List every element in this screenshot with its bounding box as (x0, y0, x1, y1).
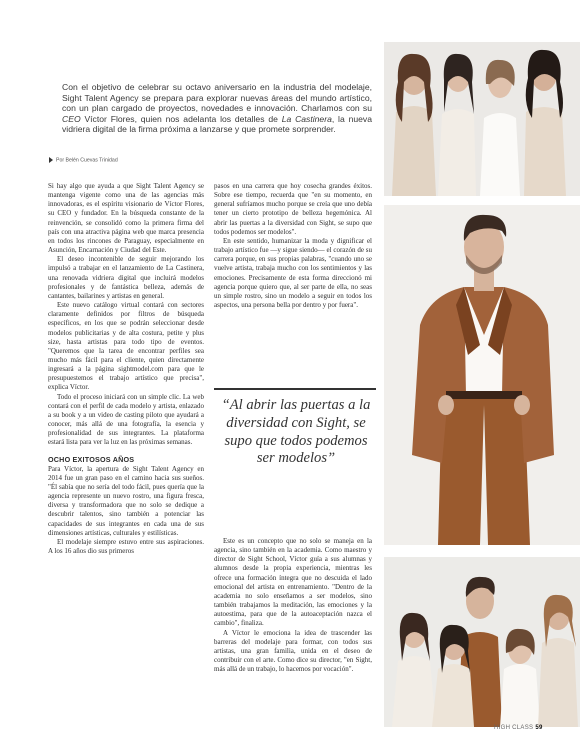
article-column-2 (214, 182, 372, 310)
pull-quote: “Al abrir las puertas a la diversidad con Sight, se supo que todos podemos ser modelos” (221, 397, 371, 467)
body-paragraph: Todo el proceso iniciará con un simple clic. La web contará con el perfil de cada modelo y artista, enlazado a su book y a un video de casting piloto que ayudará a conocer, más allá de una fotografía, la esencia y profesionalidad de sus integrantes. La plataforma estará lista para ver la luz en las próximas semanas. (48, 392, 204, 447)
article-column-2-lower (214, 537, 372, 674)
body-paragraph: A Víctor le emociona la idea de trascender las barreras del modelaje para formar, con todos sus artistas, una gran familia, unida en el deseo de contribuir con el arte. Como dice su director, "en Sight, más allá de un trabajo, lo hacemos por vocación". (214, 628, 372, 674)
body-paragraph: Este es un concepto que no solo se maneja en la agencia, sino también en la academia. Como maestro y director de Sight School, Víctor guía a sus alumnas y alumnos desde la propia experiencia, mientras les ofrece una formación íntegra que no descuida el lado emocional del artista en entrenamiento. "Dentro de la academia no solo enseñamos a ser modelos, sino también trabajamos la meditación, las emociones y la autoestima, para que de la autoaceptación nazca el cambio", finaliza. (214, 537, 372, 628)
body-paragraph: El modelaje siempre estuvo entre sus aspiraciones. A los 16 años dio sus primeros (48, 537, 204, 556)
photo-group-illustration (384, 557, 580, 727)
byline: Por Belén Cuevas Trinidad (49, 157, 118, 163)
intro-paragraph: Con el objetivo de celebrar su octavo aniversario en la industria del modelaje, Sight Talent Agency se prepara para explorar nuevas áreas del mundo artístico, con un plan cargado de proyectos, novedades e innovación. Charlamos con su CEO Víctor Flores, quien nos adelanta los detalles de La Castinera, la nueva vidriera digital de la firma próxima a lanzarse y que promete sorprender. (62, 82, 372, 135)
page-number: 59 (535, 725, 543, 731)
section-heading: OCHO EXITOSOS AÑOS (48, 454, 135, 464)
photo-man-brown-suit (384, 205, 580, 545)
body-paragraph: Este nuevo catálogo virtual contará con sectores claramente definidos por filtros de búsqueda específicos, en los que se podrán seleccionar desde modelos publicitarias y de alta costura, petite y plus size, hasta artistas para todo tipo de eventos. "Queremos que la tarea de encontrar perfiles sea mucho más fácil para el cliente, quien directamente ingresará a la página sightmodel.com para que le presupuestemos el trabajo artístico que precisa", explica Víctor. (48, 301, 204, 392)
article-column-1 (48, 182, 204, 556)
quote-rule (214, 388, 376, 390)
byline-arrow-icon (49, 157, 53, 163)
body-paragraph: Para Víctor, la apertura de Sight Talent Agency en 2014 fue un gran paso en el camino hacia sus sueños. "Él sabía que no sería del todo fácil, pues quería que la agencia represente un nuevo rostro, una figura fresca, diversa y transformadora que no solo se dedique a descubrir talentos, sino también a potenciar las capacidades de sus integrantes en cada una de sus dimensiones artísticas, culturales y estilísticas. (48, 464, 204, 537)
body-paragraph: pasos en una carrera que hoy cosecha grandes éxitos. Sobre ese tiempo, recuerda que "en su momento, en general sufríamos mucho porque se creía que uno debía tener un cierto prototipo de belleza hegemónica. Al abrir las puertas a la diversidad con Sight, se supo que todos podemos ser modelos". (214, 182, 372, 236)
page-folio: HIGH CLASS 59 (494, 725, 543, 731)
body-paragraph: En este sentido, humanizar la moda y dignificar el trabajo artístico fue —y sigue siendo— el corazón de su carrera porque, en sus propias palabras, "cuando uno se vuelve artista, trabaja mucho con los sentimientos y las emociones. Precisamente de esta forma direccionó mi agencia porque quiero que, al ser parte de ella, no seas un simple rostro, sino un modelo a seguir en todos los aspectos, una persona bella por dentro y por fuera". (214, 236, 372, 310)
body-paragraph: Si hay algo que ayuda a que Sight Talent Agency se mantenga vigente como una de las agencias más innovadoras, es el espíritu visionario de Víctor Flores, su CEO y fundador. En la búsqueda constante de la reinvención, se consolidó como la primera firma del país con una atractiva página web que marca presencia en todos los rincones de Paraguay, especialmente en Asunción, Encarnación y Ciudad del Este. (48, 182, 204, 255)
photo-man-illustration (384, 205, 580, 545)
photo-group-women-illustration (384, 42, 580, 196)
photo-group-models (384, 557, 580, 727)
photo-group-women (384, 42, 580, 196)
body-paragraph: El deseo incontenible de seguir mejorando los impulsó a trabajar en el lanzamiento de La Castinera, una renovada vidriera digital que incluirá modelos profesionales y de fantástica belleza, además de cantantes, bailarines y artistas en general. (48, 255, 204, 300)
